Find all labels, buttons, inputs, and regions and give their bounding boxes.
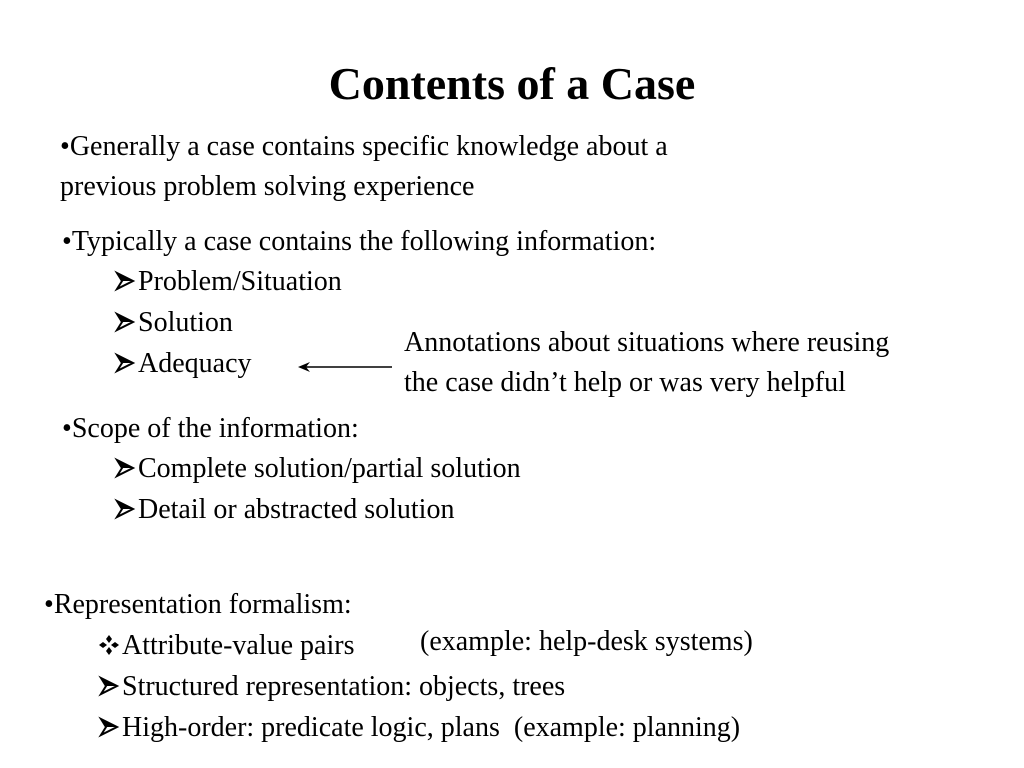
scope-item-complete (114, 452, 521, 486)
left-arrow-icon (296, 359, 396, 375)
representation-item-highorder (98, 711, 740, 745)
arrowhead-bullet-icon (98, 716, 120, 738)
arrowhead-bullet-icon (98, 675, 120, 697)
general-bullet-line-1 (60, 130, 668, 164)
representation-attribute-label: Attribute-value pairs (122, 630, 355, 661)
representation-highorder-label: High-order: predicate logic, plans (example: planning) (122, 712, 741, 743)
arrowhead-bullet-icon (114, 498, 136, 520)
representation-heading-text: Representation formalism: (53, 589, 352, 620)
bullet-dot: • (62, 226, 72, 257)
typical-item-adequacy (114, 347, 252, 381)
typical-heading (62, 225, 656, 259)
representation-item-attribute (98, 629, 354, 663)
typical-item-problem (114, 265, 342, 299)
scope-item-label: Complete solution/partial solution (138, 453, 521, 484)
typical-item-label: Solution (138, 307, 233, 338)
general-text-line-1: Generally a case contains specific knowledge about a (69, 131, 668, 162)
representation-item-structured (98, 670, 565, 704)
arrowhead-bullet-icon (114, 457, 136, 479)
scope-item-detail (114, 493, 454, 527)
annotation-line-1: Annotations about situations where reusing (404, 327, 890, 358)
bullet-dot: • (62, 413, 72, 444)
four-diamond-bullet-icon (98, 634, 120, 656)
typical-item-label: Problem/Situation (138, 266, 342, 297)
arrowhead-bullet-icon (114, 311, 136, 333)
bullet-dot: • (60, 131, 70, 162)
annotation-line-2: the case didn’t help or was very helpful (404, 367, 846, 398)
representation-attribute-example: (example: help-desk systems) (420, 626, 753, 657)
scope-item-label: Detail or abstracted solution (138, 494, 455, 525)
slide-title: Contents of a Case (328, 58, 696, 109)
typical-heading-text: Typically a case contains the following information: (71, 226, 657, 257)
typical-item-solution (114, 306, 233, 340)
general-text-line-2: previous problem solving experience (60, 171, 475, 202)
representation-structured-label: Structured representation: objects, trees (122, 671, 566, 702)
typical-item-label: Adequacy (138, 348, 252, 379)
arrowhead-bullet-icon (114, 352, 136, 374)
scope-heading-text: Scope of the information: (71, 413, 359, 444)
bullet-dot: • (44, 589, 54, 620)
scope-heading (62, 412, 359, 446)
arrowhead-bullet-icon (114, 270, 136, 292)
representation-heading (44, 588, 352, 622)
